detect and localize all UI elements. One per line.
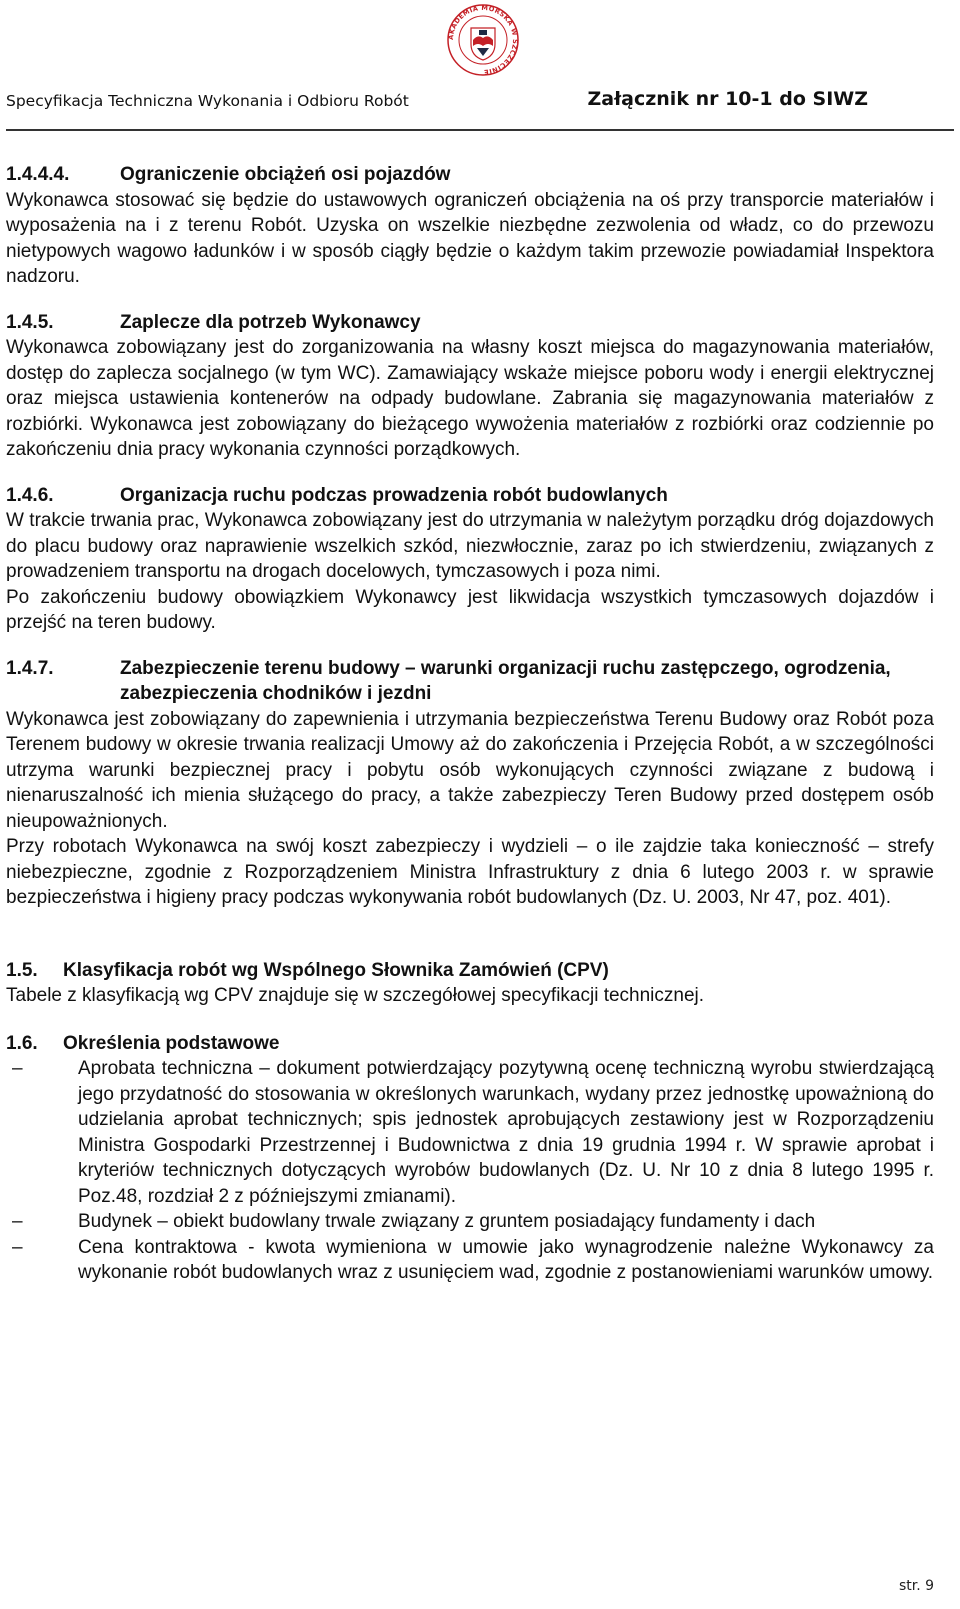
section-heading (6, 656, 934, 707)
definitions-list (6, 1056, 934, 1286)
document-body (6, 162, 934, 1286)
section-heading (6, 162, 934, 188)
section-paragraph: W trakcie trwania prac, Wykonawca zobowiązany jest do utrzymania w należytym porządku dróg dojazdowych do placu budowy oraz naprawienie wszelkich szkód, niezwłocznie, zaraz po ich stwierdzeniu, związanych z prowadzeniem transportu na drogach docelowych, tymczasowych i poza nimi. (6, 510, 934, 582)
section-heading (6, 958, 934, 984)
section-paragraph: Wykonawca jest zobowiązany do zapewnienia i utrzymania bezpieczeństwa Terenu Budowy oraz Robót poza Terenem budowy w okresie trwania realizacji Umowy aż do zakończenia i Przejęcia Robót, a w szczególności utrzyma warunki bezpiecznej pracy i pobytu osób wykonujących czynności związane z budową i nienaruszalność ich mienia służącego do pracy, a także zabezpieczy Teren Budowy przed dostępem osób nieupoważnionych. (6, 708, 934, 832)
section-number: 1.4.5. (6, 311, 54, 333)
section-number: 1.4.4.4. (6, 164, 70, 185)
definition-text: Aprobata techniczna – dokument potwierdzający pozytywną ocenę techniczną wyrobu stwierdzającą jego przydatność do stosowania w określonych warunkach, wydany przez jednostkę upoważnioną do udzielania aprobat technicznych; spis jednostek aprobujących zestawiony jest w Rozporządzeniu Ministra Gospodarki Przestrzennej i Budownictwa z dnia 19 grudnia 1994 r. W sprawie aprobat i kryteriów technicznych dotyczących wyrobów budowlanych (Dz. U. Nr 10 z dnia 8 lutego 1995 r. Poz.48, rozdział 2 z późniejszymi zmianami). (78, 1058, 934, 1207)
document-title: Specyfikacja Techniczna Wykonania i Odbioru Robót (6, 92, 409, 110)
section-title: Organizacja ruchu podczas prowadzenia robót budowlanych (120, 484, 668, 506)
section-number: 1.4.7. (6, 657, 54, 679)
dash-bullet: – (12, 1236, 23, 1258)
definition-text: Cena kontraktowa - kwota wymieniona w umowie jako wynagrodzenie należne Wykonawcy za wykonanie robót budowlanych wraz z usunięciem wad, zgodnie z postanowieniami warunków umowy. (78, 1236, 934, 1283)
section-title: Klasyfikacja robót wg Wspólnego Słownika Zamówień (CPV) (63, 959, 609, 981)
definition-text: Budynek – obiekt budowlany trwale związany z gruntem posiadający fundamenty i dach (78, 1211, 816, 1232)
section-paragraph: Przy robotach Wykonawca na swój koszt zabezpieczy i wydzieli – o ile zajdzie taka konieczność – strefy niebezpieczne, zgodnie z Rozporządzeniem Ministra Infrastruktury z dnia 6 lutego 2003 r. w sprawie bezpieczeństwa i higieny pracy podczas wykonywania robót budowlanych (Dz. U. 2003, Nr 47, poz. 401). (6, 836, 934, 908)
section-paragraph: Wykonawca zobowiązany jest do zorganizowania na własny koszt miejsca do magazynowania materiałów, dostęp do zaplecza socjalnego (w tym WC). Zamawiający wskaże miejsce poboru wody i energii elektrycznej oraz miejsca ustawienia kontenerów na odpady budowlane. Zabrania się magazynowania materiałów z rozbiórki. Wykonawca jest zobowiązany do bieżącego wywożenia materiałów z rozbiórki oraz codziennie po zakończeniu dnia pracy wykonania czynności porządkowych. (6, 337, 934, 460)
list-item (6, 1235, 934, 1286)
section-heading (6, 310, 934, 336)
section-number: 1.4.6. (6, 484, 54, 506)
section-number: 1.5. (6, 959, 38, 981)
academy-logo-icon (443, 0, 523, 78)
section-title: Zaplecze dla potrzeb Wykonawcy (120, 311, 421, 333)
section-paragraph: Wykonawca stosować się będzie do ustawowych ograniczeń obciążenia na oś przy transporcie materiałów i wyposażenia na i z terenu Robót. Uzyska on wszelkie niezbędne zezwolenia od władz, co do przewozu nietypowych wagowo ładunków i w sposób ciągły będzie o każdym takim przewozie powiadamiał Inspektora nadzoru. (6, 189, 934, 287)
section-heading (6, 1031, 934, 1057)
page-number: str. 9 (898, 1578, 934, 1594)
section-paragraph: Tabele z klasyfikacją wg CPV znajduje się w szczegółowej specyfikacji technicznej. (6, 985, 705, 1006)
section-paragraph: Po zakończeniu budowy obowiązkiem Wykonawcy jest likwidacja wszystkich tymczasowych dojazdów i przejść na teren budowy. (6, 586, 934, 633)
section-title: Określenia podstawowe (63, 1032, 280, 1054)
attachment-label: Załącznik nr 10-1 do SIWZ (587, 88, 868, 110)
page-header (6, 0, 954, 132)
dash-bullet: – (12, 1058, 23, 1079)
list-item (6, 1056, 934, 1209)
section-title: Ograniczenie obciążeń osi pojazdów (120, 164, 451, 185)
section-number: 1.6. (6, 1032, 38, 1054)
header-divider (6, 129, 954, 131)
logo-text: AKADEMIA MORSKA W SZCZECINIE (446, 3, 520, 77)
dash-bullet: – (12, 1211, 23, 1232)
section-heading (6, 483, 934, 509)
section-title: Zabezpieczenie terenu budowy – warunki organizacji ruchu zastępczego, ogrodzenia, zabezpieczenia chodników i jezdni (120, 657, 891, 704)
list-item (6, 1209, 934, 1235)
